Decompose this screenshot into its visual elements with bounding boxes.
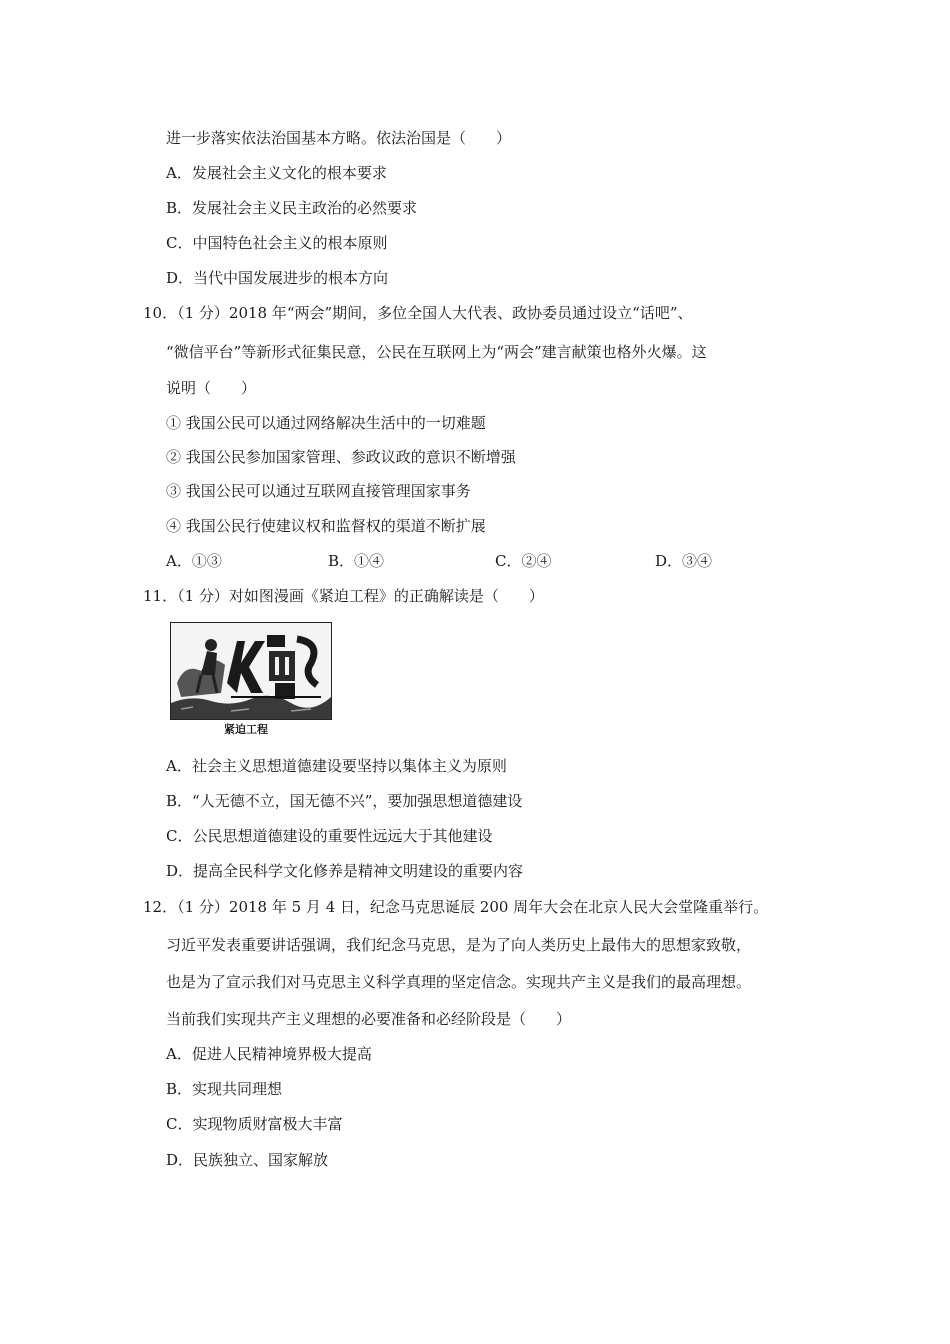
q12-option-b[interactable]: B．实现共同理想: [166, 1080, 283, 1098]
cartoon-drawing: [171, 623, 331, 719]
q12-option-a[interactable]: A．促进人民精神境界极大提高: [166, 1045, 372, 1063]
q10-option-d[interactable]: D．③④: [655, 552, 713, 570]
q10-option-b[interactable]: B．①④: [328, 552, 385, 570]
q10-stem-line3: 说明（ ）: [166, 379, 257, 397]
q11-option-a[interactable]: A．社会主义思想道德建设要坚持以集体主义为原则: [166, 757, 507, 775]
q11-option-d[interactable]: D．提高全民科学文化修养是精神文明建设的重要内容: [166, 862, 524, 880]
q10-stem-line1: 10．（1 分）2018 年“两会”期间，多位全国人大代表、政协委员通过设立“话吧”、: [143, 304, 693, 322]
q12-option-d[interactable]: D．民族独立、国家解放: [166, 1151, 329, 1169]
cartoon-image: [170, 622, 332, 720]
q10-statement-4: ④ 我国公民行使建议权和监督权的渠道不断扩展: [166, 517, 486, 535]
q10-stem-line2: “微信平台”等新形式征集民意，公民在互联网上为“两会”建言献策也格外火爆。这: [166, 343, 707, 361]
q9-stem: 进一步落实依法治国基本方略。依法治国是（ ）: [166, 129, 512, 147]
q10-statement-2: ② 我国公民参加国家管理、参政议政的意识不断增强: [166, 448, 516, 466]
q11-stem: 11．（1 分）对如图漫画《紧迫工程》的正确解读是（ ）: [143, 587, 544, 605]
q12-stem-line2: 习近平发表重要讲话强调，我们纪念马克思，是为了向人类历史上最伟大的思想家致敬，: [166, 936, 752, 954]
q9-option-d[interactable]: D．当代中国发展进步的根本方向: [166, 269, 389, 287]
cartoon-caption: 紧迫工程: [224, 723, 268, 736]
q11-option-b[interactable]: B．“人无德不立，国无德不兴”，要加强思想道德建设: [166, 792, 523, 810]
q12-stem-line4: 当前我们实现共产主义理想的必要准备和必经阶段是（ ）: [166, 1010, 572, 1028]
q11-option-c[interactable]: C．公民思想道德建设的重要性远远大于其他建设: [166, 827, 493, 845]
q10-option-a[interactable]: A．①③: [166, 552, 222, 570]
q9-option-a[interactable]: A．发展社会主义文化的根本要求: [166, 164, 387, 182]
q10-statement-3: ③ 我国公民可以通过互联网直接管理国家事务: [166, 482, 471, 500]
q12-stem-line3: 也是为了宣示我们对马克思主义科学真理的坚定信念。实现共产主义是我们的最高理想。: [166, 973, 752, 991]
q12-option-c[interactable]: C．实现物质财富极大丰富: [166, 1115, 343, 1133]
q9-option-b[interactable]: B．发展社会主义民主政治的必然要求: [166, 199, 418, 217]
q10-statement-1: ① 我国公民可以通过网络解决生活中的一切难题: [166, 414, 486, 432]
q10-option-c[interactable]: C．②④: [495, 552, 552, 570]
q9-option-c[interactable]: C．中国特色社会主义的根本原则: [166, 234, 388, 252]
q12-stem-line1: 12．（1 分）2018 年 5 月 4 日，纪念马克思诞辰 200 周年大会在北京人民大会堂隆重举行。: [143, 898, 769, 916]
